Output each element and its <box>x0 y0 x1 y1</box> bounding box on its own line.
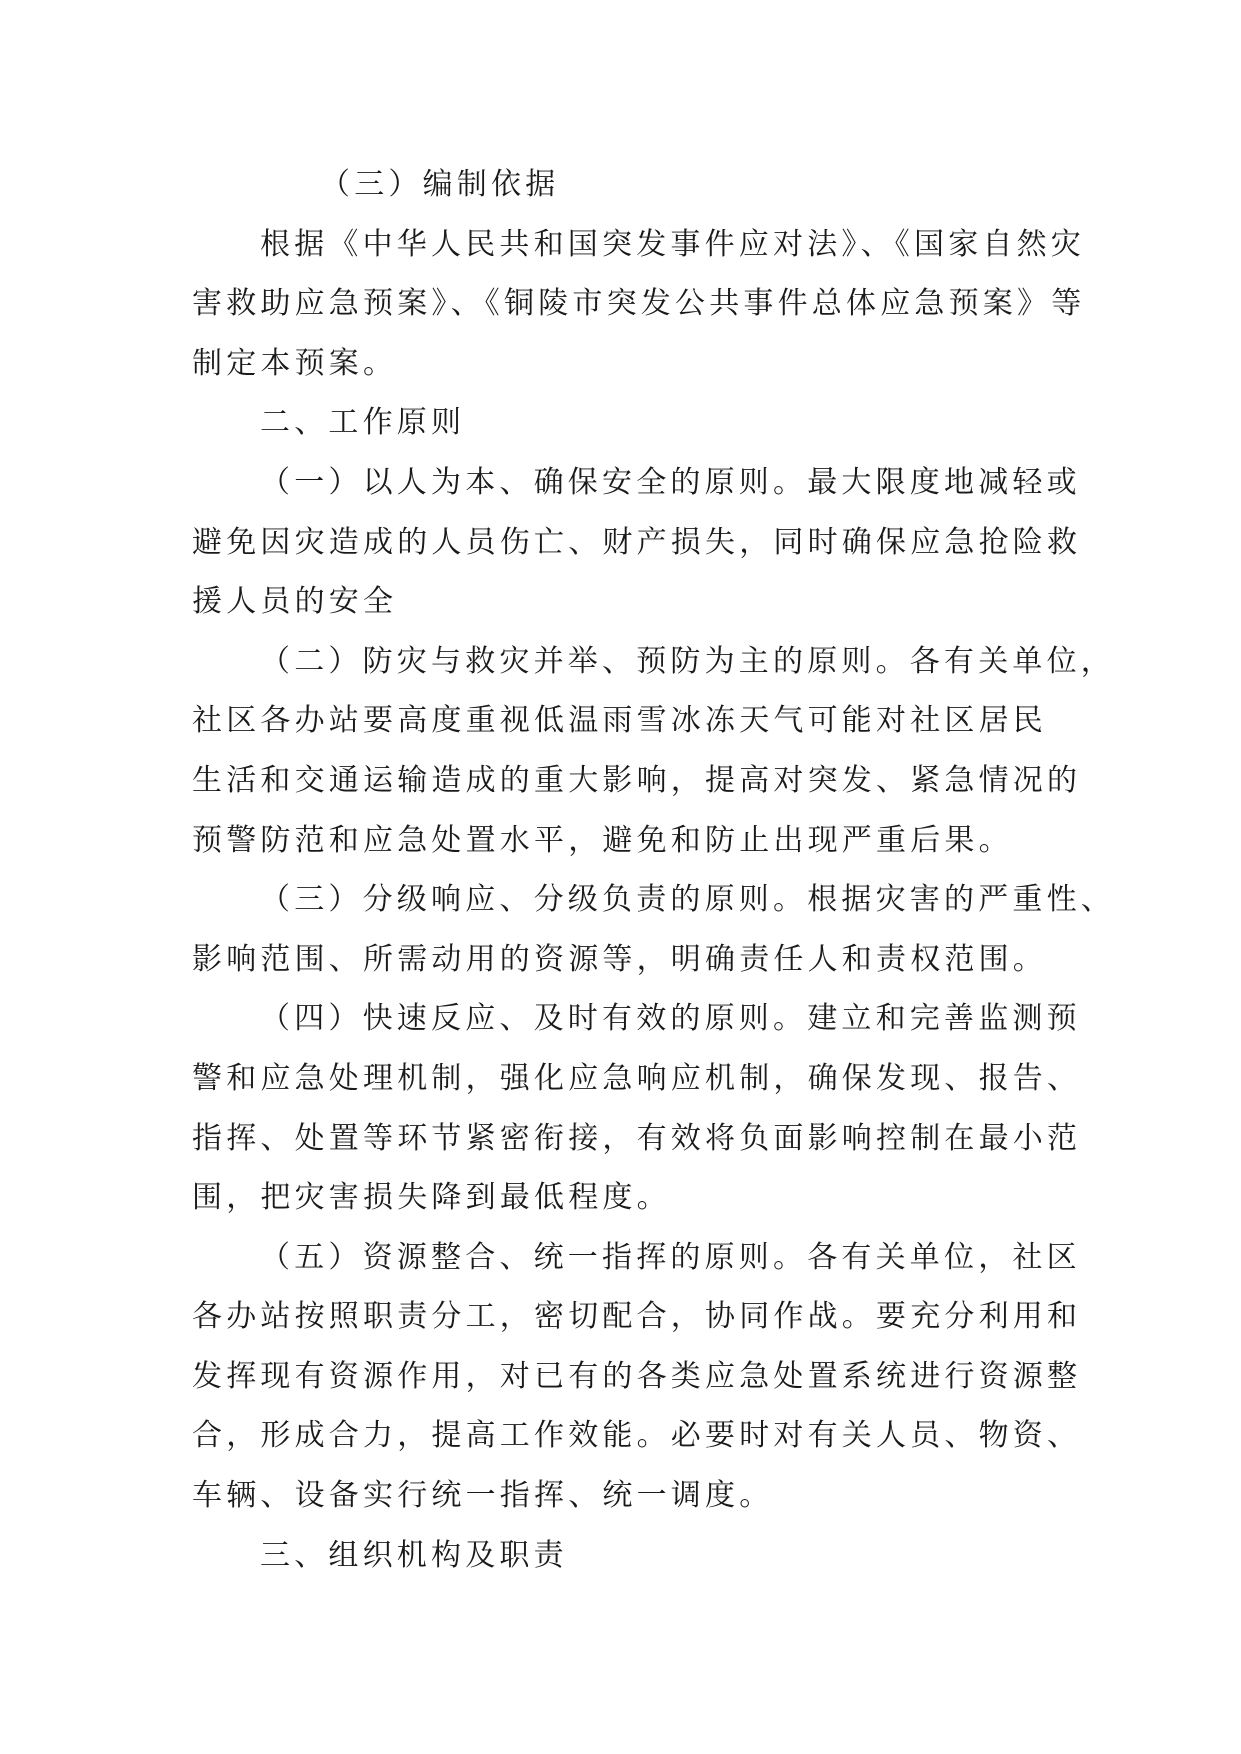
text-line: 发挥现有资源作用，对已有的各类应急处置系统进行资源整 <box>192 1358 1082 1394</box>
paragraph-principle-4 <box>192 989 1082 1227</box>
text-line: （一）以人为本、确保安全的原则。最大限度地减轻或 <box>260 464 1081 500</box>
text-line: 社区各办站要高度重视低温雨雪冰冻天气可能对社区居民 <box>192 703 1047 739</box>
text-line: 预警防范和应急处置水平，避免和防止出现严重后果。 <box>192 822 1013 858</box>
paragraph-principle-1 <box>192 453 1082 632</box>
text-line: （三）分级响应、分级负责的原则。根据灾害的严重性、 <box>260 882 1115 918</box>
section-heading-working-principles <box>192 393 1052 453</box>
text-line: （四）快速反应、及时有效的原则。建立和完善监测预 <box>260 1001 1081 1037</box>
text-line: 车辆、设备实行统一指挥、统一调度。 <box>192 1478 774 1514</box>
text-line: 援人员的安全 <box>192 584 398 620</box>
text-line: 警和应急处理机制，强化应急响应机制，确保发现、报告、 <box>192 1060 1082 1096</box>
text-line: 害救助应急预案》、《铜陵市突发公共事件总体应急预案》等 <box>192 286 1086 322</box>
text-line: 二、工作原则 <box>260 405 466 441</box>
text-line: 影响范围、所需动用的资源等，明确责任人和责权范围。 <box>192 941 1047 977</box>
text-line: 指挥、处置等环节紧密衔接，有效将负面影响控制在最小范 <box>192 1120 1082 1156</box>
document-body <box>192 155 1115 1585</box>
text-line: 合，形成合力，提高工作效能。必要时对有关人员、物资、 <box>192 1418 1082 1454</box>
text-line: 制定本预案。 <box>192 345 398 381</box>
text-line: 三、组织机构及职责 <box>260 1537 568 1573</box>
text-line: 各办站按照职责分工，密切配合，协同作战。要充分利用和 <box>192 1299 1082 1335</box>
paragraph-compilation-basis <box>192 215 1086 394</box>
paragraph-principle-2 <box>192 632 1115 870</box>
paragraph-principle-5 <box>192 1228 1082 1526</box>
text-line: 生活和交通运输造成的重大影响，提高对突发、紧急情况的 <box>192 762 1082 798</box>
section-heading-organization <box>192 1526 1052 1586</box>
text-line: 根据《中华人民共和国突发事件应对法》、《国家自然灾 <box>260 226 1085 262</box>
section-heading-compilation-basis <box>192 155 1052 215</box>
text-line: （三）编制依据 <box>320 167 560 202</box>
text-line: 围，把灾害损失降到最低程度。 <box>192 1180 671 1216</box>
text-line: （五）资源整合、统一指挥的原则。各有关单位，社区 <box>260 1239 1081 1275</box>
text-line: （二）防灾与救灾并举、预防为主的原则。各有关单位， <box>260 643 1115 679</box>
text-line: 避免因灾造成的人员伤亡、财产损失，同时确保应急抢险救 <box>192 524 1082 560</box>
paragraph-principle-3 <box>192 870 1115 989</box>
